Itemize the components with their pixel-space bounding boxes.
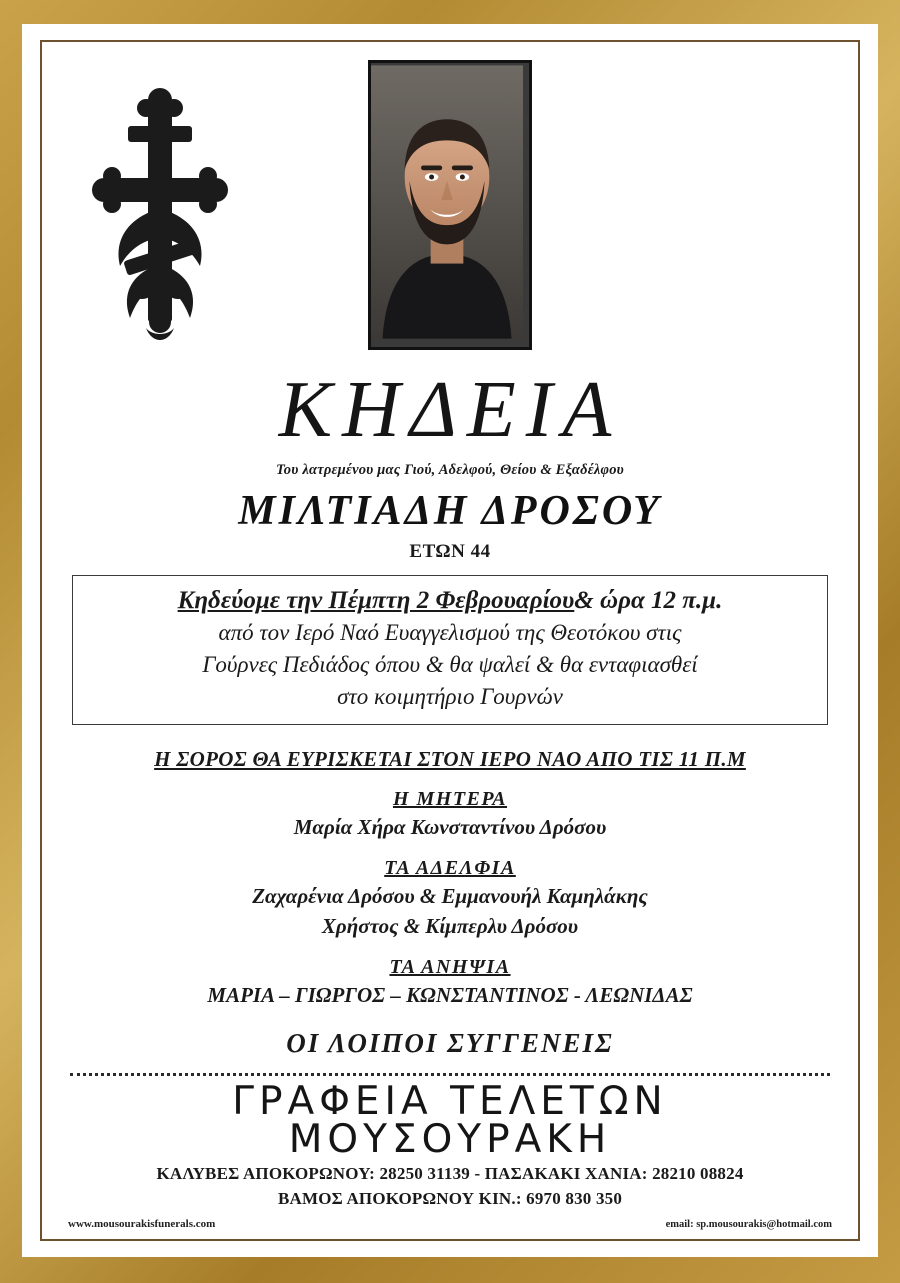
group-member: Χρήστος & Κίμπερλυ Δρόσου [321,913,579,938]
mourner-group-siblings [66,857,834,940]
funeral-home-name-line-1: ΓΡΑΦΕΙΑ ΤΕΛΕΤΩΝ [232,1079,668,1125]
group-member: Μαρία Χήρα Κωνσταντίνου Δρόσου [293,814,607,839]
portrait-photo [368,60,532,350]
service-details-box [72,575,828,725]
lying-in-state-line: Η ΣΟΡΟΣ ΘΑ ΕΥΡΙΣΚΕΤΑΙ ΣΤΟΝ ΙΕΡΟ ΝΑΟ ΑΠΟ ΤΙΣ 11 Π.Μ [154,746,746,771]
age-line: ΕΤΩΝ 44 [409,541,491,562]
page-title: ΚΗΔΕΙΑ [278,366,622,454]
service-time: & ώρα 12 π.μ. [574,587,723,614]
funeral-home-email[interactable]: email: sp.mousourakis@hotmail.com [665,1219,832,1231]
group-title: ΤΑ ΑΔΕΛΦΙΑ [384,856,516,879]
group-title: ΤΑ ΑΝΗΨΙΑ [389,955,511,978]
funeral-home-address-line-1: ΚΑΛΥΒΕΣ ΑΠΟΚΟΡΩΝΟΥ: 28250 31139 - ΠΑΣΑΚΑΚΙ ΧΑΝΙΑ: 28210 08824 [156,1163,744,1183]
service-line-2: από τον Ιερό Ναό Ευαγγελισμού της Θεοτόκου στις [218,620,682,646]
service-line-3: Γούρνες Πεδιάδος όπου & θα ψαλεί & θα ενταφιασθεί [202,652,698,678]
dotted-divider [70,1073,830,1076]
mourner-group-nephews [66,956,834,1009]
mourner-group-mother [66,788,834,841]
funeral-home-address-line-2: ΒΑΜΟΣ ΑΠΟΚΟΡΩΝΟΥ ΚΙΝ.: 6970 830 350 [277,1188,623,1208]
funeral-home-website[interactable]: www.mousourakisfunerals.com [68,1218,216,1231]
funeral-home-name-line-2: ΜΟΥΣΟΥΡΑΚΗ [288,1117,612,1163]
relations-line: Του λατρεμένου μας Γιού, Αδελφού, Θείου & Εξαδέλφου [276,462,624,478]
group-title: Η ΜΗΤΕΡΑ [392,787,508,810]
service-line-4: στο κοιμητήριο Γουρνών [337,684,563,710]
group-member: ΜΑΡΙΑ – ΓΙΩΡΓΟΣ – ΚΩΝΣΤΑΝΤΙΝΟΣ - ΛΕΩΝΙΔΑΣ [207,982,693,1007]
poster-white-area [22,24,878,1257]
funeral-home-footer [66,1079,834,1231]
deceased-name: ΜΙΛΤΙΑΔΗ ΔΡΟΣΟΥ [238,488,662,534]
footer-contact-row [66,1210,834,1230]
service-line-1 [83,585,817,616]
group-member: Ζαχαρένια Δρόσου & Εμμανουήλ Καμηλάκης [252,883,648,908]
other-relatives-line: ΟΙ ΛΟΙΠΟΙ ΣΥΓΓΕΝΕΙΣ [286,1028,614,1059]
poster-content [32,34,868,1247]
orthodox-cross-icon [90,82,230,352]
service-date-emphasis: Κηδεύομε την Πέμπτη 2 Φεβρουαρίου [177,587,575,614]
